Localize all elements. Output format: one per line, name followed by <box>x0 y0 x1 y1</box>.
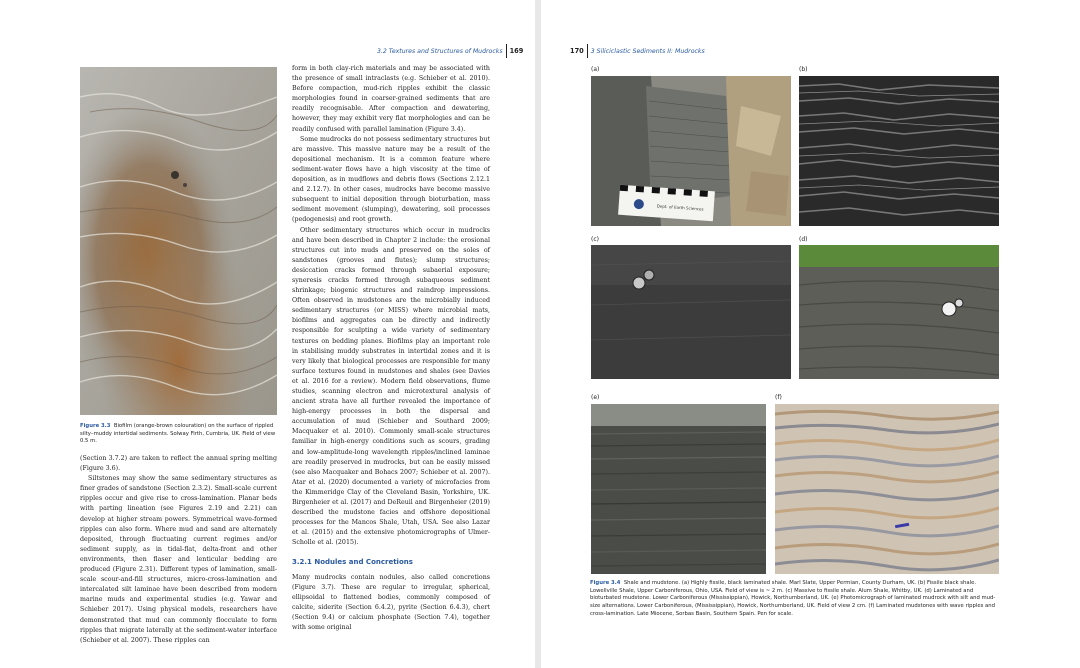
panel-label-a: (a) <box>591 66 600 73</box>
paragraph: (Section 3.7.2) are taken to reflect the annual spring melting (Figure 3.6). <box>80 455 277 473</box>
right-column-text <box>292 64 490 633</box>
photo-b-black-shale <box>799 76 999 226</box>
paragraph: Many mudrocks contain nodules, also called concretions (Figure 3.7). These are regular to irregular, spherical, ellipsoidal to flattened bodies, commonly composed of calcite, siderite (Section 6.4.2), pyrite (Section 6.4.3), chert (Section 9.4) or calcium phosphate (Section 7.4), together with some original <box>292 573 490 632</box>
left-page <box>0 0 535 668</box>
scale-bar-text: Dept. of Earth Sciences <box>656 203 704 212</box>
running-head-left: 3.2 Textures and Structures of Mudrocks 169 <box>377 44 523 58</box>
biofilm-photo <box>80 67 277 415</box>
photo-e-photomicrograph <box>591 404 766 574</box>
paragraph: Other sedimentary structures which occur in mudrocks and have been described in Chapter 2 include: the erosional structures cut into muds and preserved on the soles of sandstones (grooves and flutes); slump structures; desiccation cracks formed through subaerial exposure; syneresis cracks formed through subaqueous sediment shrinkage; biogenic structures and raindrop impressions. Often observed in mudstones are the microbially induced sedimentary structures (or MISS) where microbial mats, biofilms and aggregates can be directly and indirectly responsible for sculpting a wide variety of sedimentary textures on bedding planes. Biofilms play an important role in stabilising muddy substrates in intertidal zones and it is very likely that biological processes are responsible for many surface textures found in mudstones and shales (see Davies et al. 2016 for a review). Modern field observations, flume studies, scanning electron and microtextural analysis of ancient strata have all further revealed the importance of high-energy processes in both the dispersal and accumulation of mud (Schieber and Southard 2009; Macquaker et al. 2010). Commonly small-scale structures familiar in high-energy conditions such as scours, grading and low-amplitude-long wavelength ripples/inclined laminae are readily preserved in mudrocks, but can be easily missed (see also Macquaker and Bohacs 2007; Schieber et al. 2007). Atar et al. (2020) documented a variety of microfacies from the Kimmeridge Clay of the Cleveland Basin, Yorkshire, UK. Birgenheier et al. (2017) and DeReuil and Birgenheier (2019) described the mudstone facies and offshore depositional processes for the Mancos Shale, Utah, USA. See also Lazar et al. (2015) and the extensive photomicrographs of Ulmer-Scholle et al. (2015). <box>292 226 490 547</box>
left-column-text <box>80 454 277 646</box>
panel-label-d: (d) <box>799 236 808 243</box>
paragraph: Some mudrocks do not possess sedimentary structures but are massive. This massive nature may be a result of the depositional mechanism. It is a common feature where sediment-water flows have a high viscosity at the time of deposition, as in mudflows and debris flows (Sections 2.12.1 and 2.12.7). In other cases, mudrocks have become massive subsequent to initial deposition through bioturbation, mass sediment movement (slumping), dewatering, soil processes (pedogenesis) and root growth. <box>292 135 490 224</box>
photo-d-bioturbated-mudstone <box>799 245 999 379</box>
panel-label-f: (f) <box>775 394 782 401</box>
photo-f-laminated-mudstones <box>775 404 999 574</box>
panel-label-c: (c) <box>591 236 599 243</box>
figure-3-3-caption: Figure 3.3 Biofilm (orange-brown colouration) on the surface of rippled silty–muddy intertidal sediments. Solway Firth, Cumbria, UK. Field of view 0.5 m. <box>80 423 276 445</box>
paragraph: Siltstones may show the same sedimentary structures as finer grades of sandstone (Section 2.3.2). Small-scale current ripples occur and give rise to cross-lamination. Planar beds with parting lineation (see Figures 2.19 and 2.21) can develop at higher stream powers. Symmetrical wave-formed ripples can also form. Where mud and sand are alternately deposited, through fluctuating current regimes and/or sediment supply, as in tidal-flat, delta-front and other environments, then flaser and lenticular bedding are produced (Figure 2.31). Different types of lamination, small-scale scour-and-fill structures, micro-cross-lamination and intercalated silt laminae have been described from modern marine muds and experimental studies (e.g. Yawar and Schieber 2017). Using physical models, researchers have demonstrated that mud can commonly flocculate to form ripples that migrate laterally at the sediment-water interface (Schieber et al. 2007). These ripples can <box>80 475 277 644</box>
panel-label-b: (b) <box>799 66 808 73</box>
figure-3-4-caption: Figure 3.4 Shale and mudstone. (a) Highly fissile, black laminated shale. Marl Slate, Upper Permian, County Durham, UK. (b) Fissile black shale. Lowellville Shale, Upper Carboniferous, Ohio, USA. Field of view is ~ 2 m. (c) Massive to fissile shale. Alum Shale, Whitby, UK. (d) Laminated and bioturbated mudstone. Lower Carboniferous (Mississippian), Howick, Northumberland, UK. (e) Photomicrograph of laminated mudrock with silt and mud-size alternations. Lower Carboniferous, (Mississippian), Howick, Northumberland, UK. Field of view 2 cm. (f) Laminated mudstones with wave ripples and cross-lamination. Late Miocene, Sorbas Basin, Southern Spain. Pen for scale. <box>590 580 996 617</box>
panel-label-e: (e) <box>591 394 600 401</box>
running-head-right: 170 3 Siliciclastic Sediments II: Mudrocks <box>570 44 705 58</box>
right-page <box>541 0 1080 668</box>
paragraph: form in both clay-rich materials and may be associated with the presence of small intraclasts (e.g. Schieber et al. 2010). Before compaction, mud-rich ripples exhibit the classic morphologies found in coarser-grained sediments that are readily recognisable. After compaction and dewatering, however, they may exhibit very flat morphologies and can be readily confused with parallel lamination (Figure 3.4). <box>292 65 490 133</box>
photo-c-massive-shale <box>591 245 791 379</box>
section-heading: 3.2.1 Nodules and Concretions <box>292 557 413 566</box>
page-number: 170 <box>570 47 584 55</box>
page-number: 169 <box>509 47 524 55</box>
photo-a-fissile-shale <box>591 76 791 226</box>
